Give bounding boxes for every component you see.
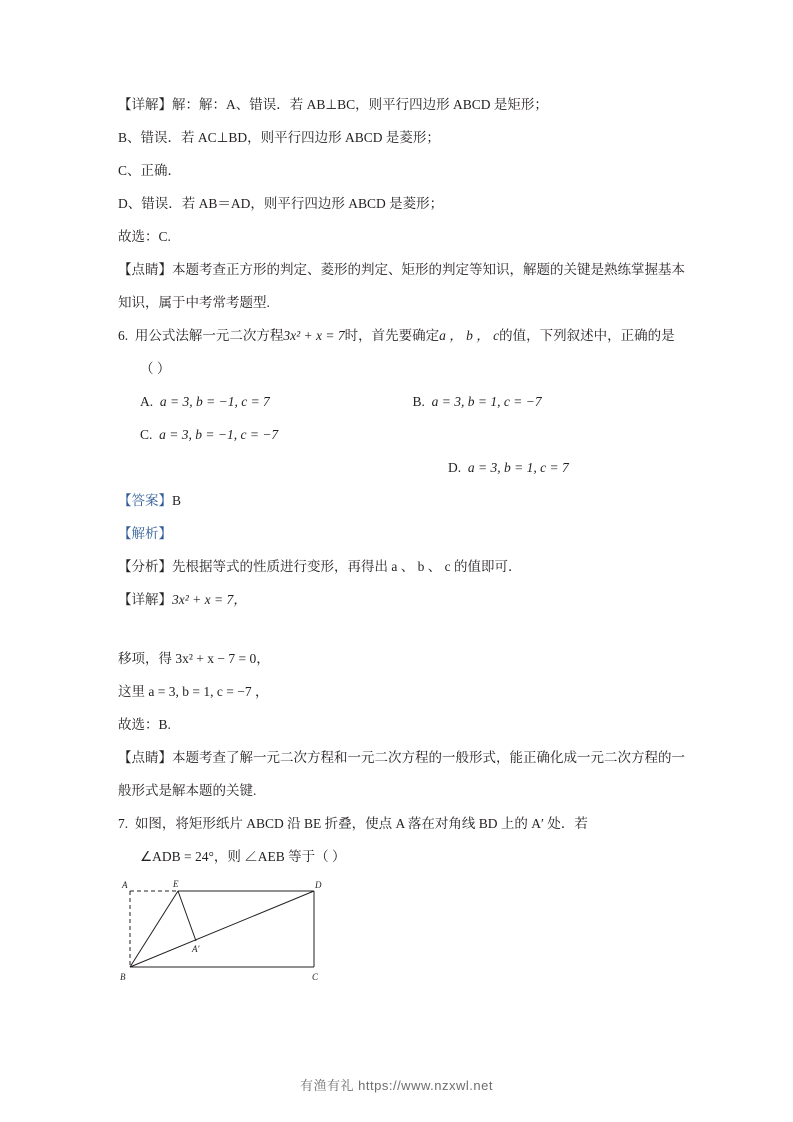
question-7-stem <box>118 807 685 840</box>
label-E: E <box>173 879 179 889</box>
question-6-options-row-2 <box>118 418 685 451</box>
question-7-figure <box>118 879 685 989</box>
option-a-label: A. <box>140 394 154 409</box>
question-6-step-2: 这里 a = 3, b = 1, c = −7 ， <box>118 684 269 699</box>
detail-line-3: C、正确． <box>118 163 182 178</box>
question-7-stem-line2: ∠ADB = 24°，则 ∠AEB 等于（ ） <box>140 849 346 864</box>
spacer <box>118 616 685 642</box>
question-6-vars: a ， b ， c <box>439 328 500 343</box>
option-d-label: D. <box>448 460 462 475</box>
question-6-number: 6. <box>118 328 129 343</box>
detail-line-2: B、错误．若 AC⊥BD，则平行四边形 ABCD 是菱形； <box>118 130 440 145</box>
summary-block: 【点睛】本题考查正方形的判定、菱形的判定、矩形的判定等知识，解题的关键是熟练掌握基本知识，属于中考常考题型. <box>118 262 685 310</box>
option-d[interactable] <box>118 451 685 484</box>
detail-equation: 3x² + x = 7， <box>172 592 247 607</box>
option-c-label: C. <box>140 427 153 442</box>
detail-line-1: 【详解】解：解：A、错误．若 AB⊥BC，则平行四边形 ABCD 是矩形； <box>118 97 548 112</box>
label-D: D <box>315 880 322 890</box>
question-6-stem <box>118 319 685 385</box>
question-7-stem-text: 如图，将矩形纸片 ABCD 沿 BE 折叠，使点 A 落在对角线 BD 上的 A′ 处．若 <box>134 816 588 831</box>
question-6-step-1: 移项，得 3x² + x − 7 = 0， <box>118 651 270 666</box>
option-b[interactable] <box>413 385 686 418</box>
option-d-text: a = 3, b = 1, c = 7 <box>467 460 569 475</box>
question-6-stem-part2: 时，首先要确定 <box>344 328 440 343</box>
option-b-text: a = 3, b = 1, c = −7 <box>431 394 542 409</box>
answer-value: B <box>172 493 182 508</box>
question-6-equation: 3x² + x = 7 <box>283 328 345 343</box>
detail-label: 【详解】 <box>118 592 172 607</box>
question-6-options-row-1 <box>118 385 685 418</box>
label-B: B <box>120 972 126 982</box>
answer-choice-line: 故选：C. <box>118 229 171 244</box>
option-a-text: a = 3, b = −1, c = 7 <box>159 394 270 409</box>
rectangle-fold-diagram <box>118 879 378 989</box>
detail-line-4: D、错误．若 AB＝AD，则平行四边形 ABCD 是菱形； <box>118 196 444 211</box>
question-6-stem-part3: 的值，下列叙述中，正确的是（ ） <box>140 328 675 376</box>
option-c[interactable] <box>118 418 278 451</box>
option-b-label: B. <box>412 394 425 409</box>
question-7-number: 7. <box>118 816 129 831</box>
question-6-analysis-label: 【解析】 <box>118 526 172 541</box>
question-6-step-3: 故选：B. <box>118 717 171 732</box>
question-6-stem-part1: 用公式法解一元二次方程 <box>134 328 284 343</box>
question-6-detail <box>118 583 685 616</box>
question-6-analysis: 【分析】先根据等式的性质进行变形，再得出 a 、 b 、 c 的值即可． <box>118 559 522 574</box>
question-6-answer <box>118 484 685 517</box>
answer-label: 【答案】 <box>118 493 172 508</box>
label-C: C <box>312 972 319 982</box>
question-6-summary: 【点睛】本题考查了解一元二次方程和一元二次方程的一般形式，能正确化成一元二次方程的一般形式是解本题的关键. <box>118 750 685 798</box>
label-A-prime: A′ <box>192 944 200 954</box>
footer-watermark: 有渔有礼 https://www.nzxwl.net <box>300 1078 493 1093</box>
option-c-text: a = 3, b = −1, c = −7 <box>159 427 279 442</box>
label-A: A <box>122 880 128 890</box>
option-a[interactable] <box>118 385 413 418</box>
